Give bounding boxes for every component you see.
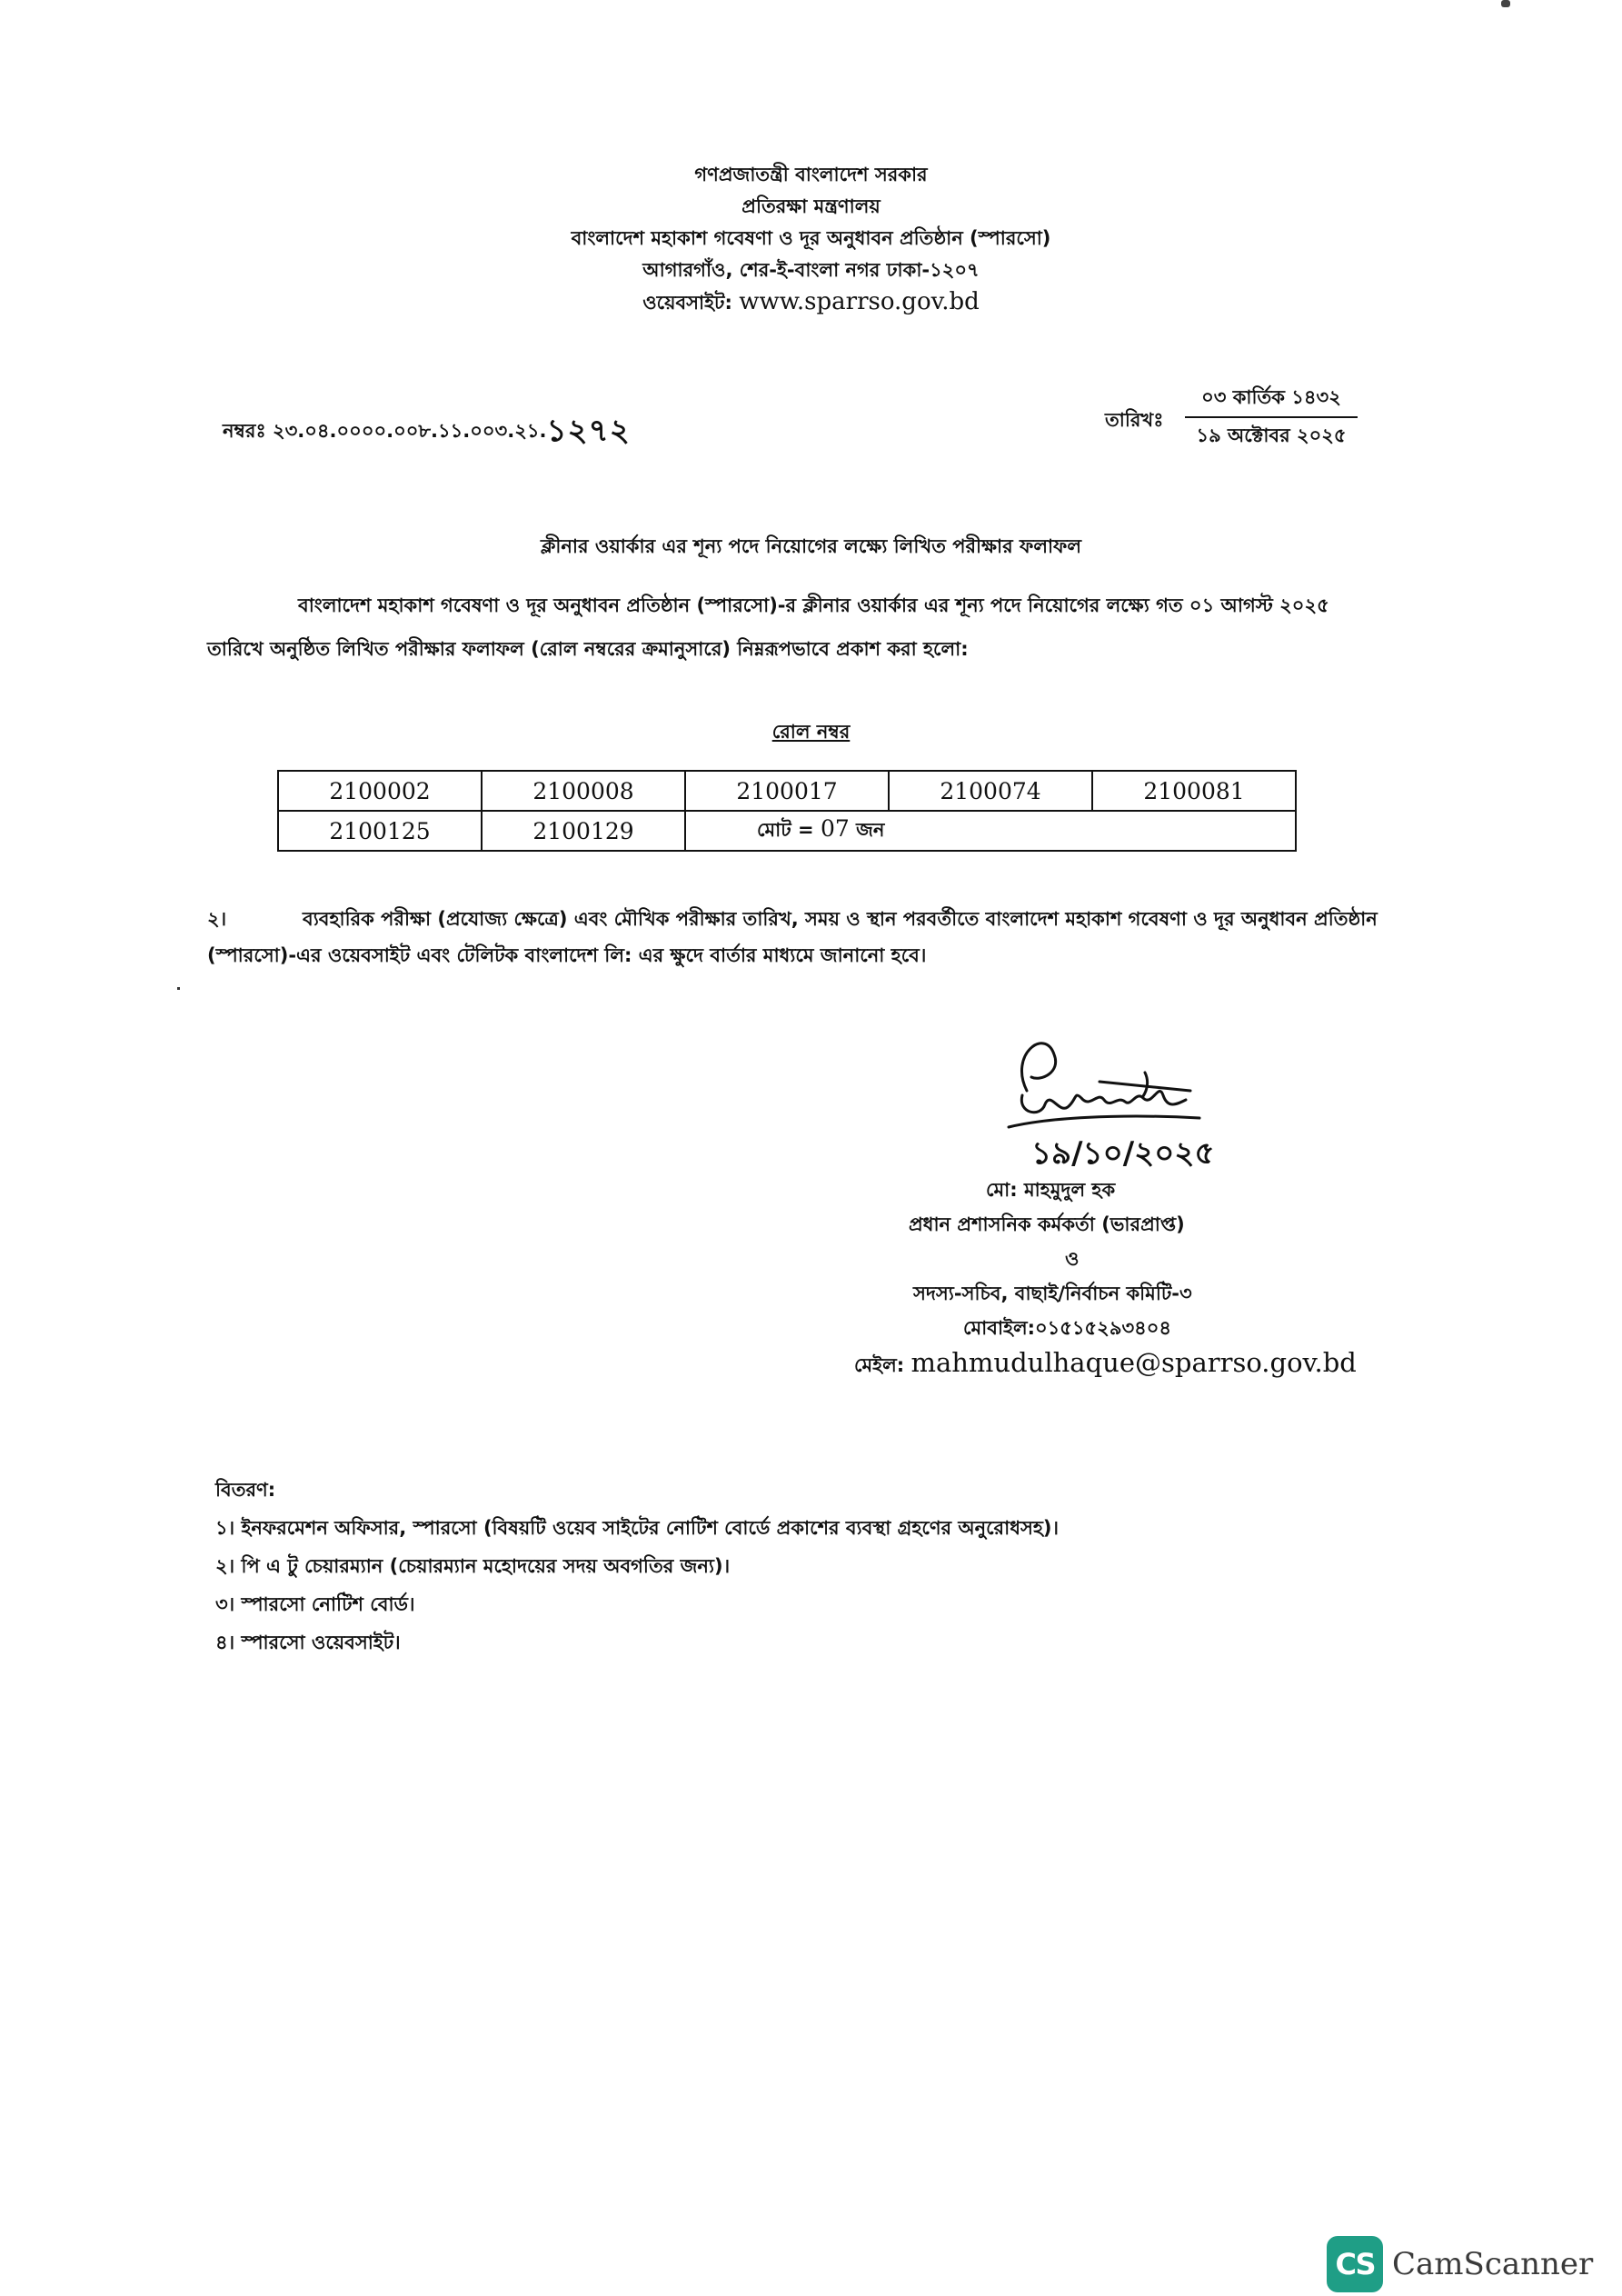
- signatory-name: মো: মাহমুদুল হক: [986, 1179, 1116, 1201]
- government-name: গণপ্রজাতন্ত্রী বাংলাদেশ সরকার: [694, 164, 928, 185]
- paragraph-2-text: ব্যবহারিক পরীক্ষা (প্রযোজ্য ক্ষেত্রে) এবং মৌখিক পরীক্ষার তারিখ, সময় ও স্থান পরবর্তীতে বাংলাদেশ মহাকাশ গবেষণা ও দূর অনুধাবন প্রতিষ্ঠান (স্পারসো)-এর ওয়েবসাইট এবং টেলিটক বাংলাদেশ লি: এর ক্ষুদে বার্তার মাধ্যমে জানানো হবে।: [207, 908, 1378, 966]
- scan-dot: [177, 987, 180, 990]
- paragraph-2-number: ২।: [207, 908, 227, 930]
- roll-cell: 2100008: [482, 771, 685, 811]
- memo-number: [223, 407, 631, 459]
- roll-cell: 2100074: [889, 771, 1092, 811]
- roll-number-table: [277, 770, 1297, 852]
- total-value: 07: [820, 814, 850, 842]
- paragraph-1: বাংলাদেশ মহাকাশ গবেষণা ও দূর অনুধাবন প্রতিষ্ঠান (স্পারসো)-র ক্লীনার ওয়ার্কার এর শূন্য পদে নিয়োগের লক্ষ্যে গত ০১ আগস্ট ২০২৫ তারিখে অনুষ্ঠিত লিখিত পরীক্ষার ফলাফল (রোল নম্বরের ক্রমানুসারে) নিম্নরূপভাবে প্রকাশ করা হলো:: [207, 594, 1329, 660]
- email-address: mahmudulhaque@sparrso.gov.bd: [911, 1347, 1357, 1378]
- signature-flourish: [1009, 1116, 1199, 1127]
- organization-address: আগারগাঁও, শের-ই-বাংলা নগর ঢাকা-১২০৭: [642, 259, 980, 281]
- total-prefix: মোট =: [757, 818, 814, 841]
- signature-stroke: [1021, 1043, 1190, 1113]
- email-label: মেইল:: [854, 1354, 905, 1376]
- date-bangla: ০৩ কার্তিক ১৪৩২: [1185, 382, 1358, 418]
- camscanner-logo-icon: CS: [1327, 2236, 1383, 2292]
- list-item: ১। ইনফরমেশন অফিসার, স্পারসো (বিষয়টি ওয়েব সাইটের নোটিশ বোর্ডে প্রকাশের ব্যবস্থা গ্রহণের অনুরোধসহ)।: [215, 1517, 1059, 1539]
- table-row: [278, 771, 1296, 811]
- website-label: ওয়েবসাইট:: [642, 292, 732, 314]
- distribution-list: [215, 1471, 1059, 1662]
- letterhead: [0, 159, 1622, 319]
- roll-number-heading: রোল নম্বর: [771, 721, 851, 743]
- signature-image: [990, 1027, 1263, 1182]
- date-label: তারিখঃ: [1105, 409, 1164, 431]
- memo-label: নম্বরঃ: [223, 420, 266, 442]
- signatory-and: ও: [1065, 1248, 1080, 1270]
- total-suffix: জন: [856, 818, 885, 841]
- list-item: ৪। স্পারসো ওয়েবসাইট।: [215, 1632, 401, 1653]
- list-item: ৩। স্পারসো নোটিশ বোর্ড।: [215, 1593, 415, 1615]
- signatory-committee-role: সদস্য-সচিব, বাছাই/নির্বাচন কমিটি-৩: [913, 1283, 1192, 1304]
- memo-handwritten-suffix: ১২৭২: [546, 413, 631, 449]
- date-english: ১৯ অক্টোবর ২০২৫: [1196, 424, 1347, 446]
- website-url: www.sparrso.gov.bd: [739, 288, 980, 315]
- camscanner-brand: CamScanner: [1392, 2246, 1594, 2282]
- paragraph-2: [207, 901, 1379, 973]
- memo-number-value: ২৩.০৪.০০০০.০০৮.১১.০০৩.২১.: [272, 420, 547, 442]
- table-row: [278, 811, 1296, 851]
- distribution-heading: বিতরণ:: [215, 1479, 276, 1501]
- roll-cell: 2100129: [482, 811, 685, 851]
- roll-cell: 2100081: [1092, 771, 1296, 811]
- signature-handwritten-date: ১৯/১০/২০২৫: [1031, 1135, 1215, 1172]
- scan-artifact: [1501, 0, 1510, 7]
- roll-cell: 2100002: [278, 771, 482, 811]
- organization-name: বাংলাদেশ মহাকাশ গবেষণা ও দূর অনুধাবন প্রতিষ্ঠান (স্পারসো): [571, 227, 1051, 249]
- roll-cell: 2100017: [685, 771, 889, 811]
- subject-line: ক্লীনার ওয়ার্কার এর শূন্য পদে নিয়োগের লক্ষ্যে লিখিত পরীক্ষার ফলাফল: [540, 535, 1082, 557]
- ministry-name: প্রতিরক্ষা মন্ত্রণালয়: [741, 195, 881, 217]
- list-item: ২। পি এ টু চেয়ারম্যান (চেয়ারম্যান মহোদয়ের সদয় অবগতির জন্য)।: [215, 1555, 731, 1577]
- date-values: [1185, 382, 1358, 451]
- camscanner-watermark: [1327, 2232, 1593, 2296]
- signatory-block: [854, 1173, 1372, 1383]
- roll-cell: 2100125: [278, 811, 482, 851]
- total-count-cell: [685, 811, 1296, 851]
- signatory-title: প্রধান প্রশাসনিক কর্মকর্তা (ভারপ্রাপ্ত): [909, 1213, 1185, 1235]
- website-line: [0, 286, 1622, 319]
- signatory-mobile: মোবাইল:০১৫১৫২৯৩৪০৪: [963, 1317, 1172, 1339]
- signatory-email-line: [854, 1345, 1372, 1383]
